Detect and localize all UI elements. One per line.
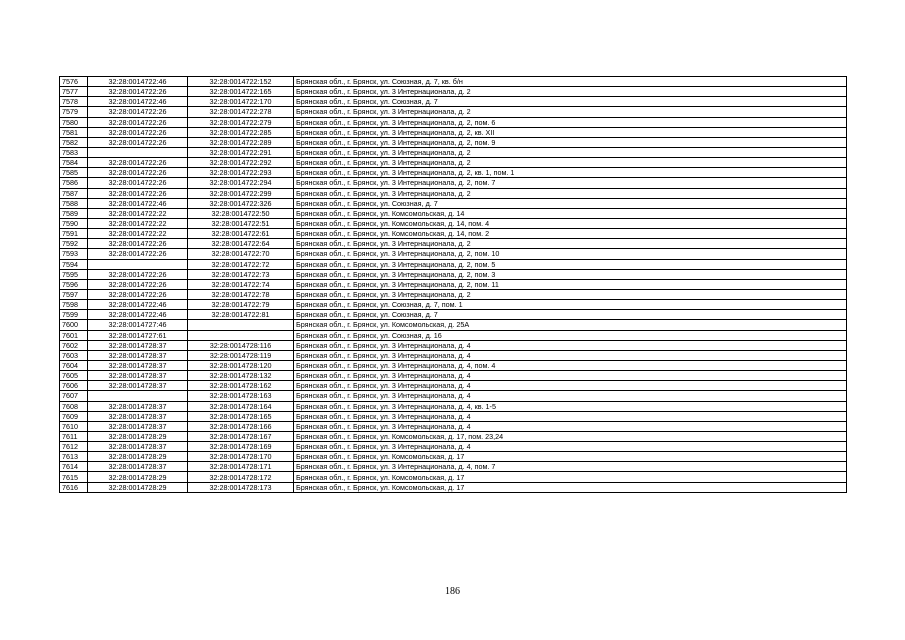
table-row (60, 279, 847, 289)
table-row (60, 371, 847, 381)
row-number-cell: 7588 (60, 198, 88, 208)
parcel-number-cell: 32:28:0014722:26 (88, 269, 188, 279)
parcel-number-cell (88, 391, 188, 401)
row-number-cell: 7601 (60, 330, 88, 340)
table-row (60, 452, 847, 462)
address-cell: Брянская обл., г. Брянск, ул. 3 Интернационала, д. 2, кв. 1, пом. 1 (294, 168, 847, 178)
parcel-number-cell: 32:28:0014728:29 (88, 452, 188, 462)
address-cell: Брянская обл., г. Брянск, ул. 3 Интернационала, д. 2 (294, 239, 847, 249)
address-cell: Брянская обл., г. Брянск, ул. Комсомольская, д. 17 (294, 452, 847, 462)
parcel-number-cell: 32:28:0014728:29 (88, 472, 188, 482)
row-number-cell: 7596 (60, 279, 88, 289)
row-number-cell: 7583 (60, 147, 88, 157)
object-number-cell: 32:28:0014722:50 (188, 208, 294, 218)
table-row (60, 289, 847, 299)
object-number-cell: 32:28:0014728:132 (188, 371, 294, 381)
object-number-cell: 32:28:0014728:163 (188, 391, 294, 401)
object-number-cell (188, 320, 294, 330)
table-row (60, 87, 847, 97)
row-number-cell: 7576 (60, 77, 88, 87)
object-number-cell: 32:28:0014722:285 (188, 127, 294, 137)
object-number-cell: 32:28:0014728:170 (188, 452, 294, 462)
object-number-cell: 32:28:0014722:72 (188, 259, 294, 269)
table-row (60, 127, 847, 137)
row-number-cell: 7598 (60, 300, 88, 310)
object-number-cell: 32:28:0014722:152 (188, 77, 294, 87)
parcel-number-cell: 32:28:0014722:46 (88, 77, 188, 87)
object-number-cell: 32:28:0014728:166 (188, 421, 294, 431)
parcel-number-cell: 32:28:0014722:26 (88, 137, 188, 147)
row-number-cell: 7609 (60, 411, 88, 421)
row-number-cell: 7602 (60, 340, 88, 350)
object-number-cell: 32:28:0014728:164 (188, 401, 294, 411)
table-row (60, 442, 847, 452)
row-number-cell: 7612 (60, 442, 88, 452)
parcel-number-cell: 32:28:0014728:37 (88, 411, 188, 421)
object-number-cell: 32:28:0014722:70 (188, 249, 294, 259)
address-cell: Брянская обл., г. Брянск, ул. 3 Интернационала, д. 2, пом. 5 (294, 259, 847, 269)
row-number-cell: 7595 (60, 269, 88, 279)
table-row (60, 147, 847, 157)
parcel-number-cell: 32:28:0014722:46 (88, 97, 188, 107)
row-number-cell: 7593 (60, 249, 88, 259)
address-cell: Брянская обл., г. Брянск, ул. 3 Интернационала, д. 4 (294, 340, 847, 350)
parcel-number-cell: 32:28:0014728:37 (88, 381, 188, 391)
table-row (60, 391, 847, 401)
row-number-cell: 7603 (60, 350, 88, 360)
address-cell: Брянская обл., г. Брянск, ул. 3 Интернационала, д. 4 (294, 421, 847, 431)
object-number-cell: 32:28:0014728:171 (188, 462, 294, 472)
address-cell: Брянская обл., г. Брянск, ул. 3 Интернационала, д. 2, пом. 9 (294, 137, 847, 147)
object-number-cell: 32:28:0014722:326 (188, 198, 294, 208)
address-cell: Брянская обл., г. Брянск, ул. 3 Интернационала, д. 2, пом. 7 (294, 178, 847, 188)
row-number-cell: 7590 (60, 218, 88, 228)
table-row (60, 188, 847, 198)
object-number-cell: 32:28:0014722:81 (188, 310, 294, 320)
address-cell: Брянская обл., г. Брянск, ул. Комсомольская, д. 17 (294, 482, 847, 492)
parcel-number-cell: 32:28:0014722:22 (88, 229, 188, 239)
table-row (60, 340, 847, 350)
parcel-number-cell: 32:28:0014728:37 (88, 371, 188, 381)
object-number-cell: 32:28:0014722:64 (188, 239, 294, 249)
object-number-cell: 32:28:0014722:294 (188, 178, 294, 188)
address-cell: Брянская обл., г. Брянск, ул. Союзная, д. 7 (294, 310, 847, 320)
object-number-cell: 32:28:0014722:292 (188, 158, 294, 168)
parcel-number-cell: 32:28:0014722:26 (88, 188, 188, 198)
address-cell: Брянская обл., г. Брянск, ул. 3 Интернационала, д. 2, пом. 3 (294, 269, 847, 279)
object-number-cell: 32:28:0014728:165 (188, 411, 294, 421)
address-cell: Брянская обл., г. Брянск, ул. Союзная, д. 16 (294, 330, 847, 340)
parcel-number-cell: 32:28:0014722:26 (88, 117, 188, 127)
address-cell: Брянская обл., г. Брянск, ул. 3 Интернационала, д. 4, пом. 4 (294, 360, 847, 370)
table-row (60, 330, 847, 340)
address-cell: Брянская обл., г. Брянск, ул. 3 Интернационала, д. 2 (294, 87, 847, 97)
object-number-cell: 32:28:0014722:299 (188, 188, 294, 198)
parcel-number-cell: 32:28:0014728:37 (88, 350, 188, 360)
address-cell: Брянская обл., г. Брянск, ул. 3 Интернационала, д. 2, пом. 6 (294, 117, 847, 127)
parcel-number-cell: 32:28:0014722:46 (88, 198, 188, 208)
address-cell: Брянская обл., г. Брянск, ул. Комсомольская, д. 14 (294, 208, 847, 218)
address-cell: Брянская обл., г. Брянск, ул. Комсомольская, д. 14, пом. 4 (294, 218, 847, 228)
object-number-cell: 32:28:0014728:162 (188, 381, 294, 391)
address-cell: Брянская обл., г. Брянск, ул. 3 Интернационала, д. 2, кв. XII (294, 127, 847, 137)
address-cell: Брянская обл., г. Брянск, ул. Комсомольская, д. 14, пом. 2 (294, 229, 847, 239)
table-row (60, 259, 847, 269)
table-row (60, 431, 847, 441)
object-number-cell: 32:28:0014728:119 (188, 350, 294, 360)
parcel-number-cell: 32:28:0014728:37 (88, 360, 188, 370)
row-number-cell: 7614 (60, 462, 88, 472)
parcel-number-cell: 32:28:0014728:29 (88, 431, 188, 441)
object-number-cell: 32:28:0014728:116 (188, 340, 294, 350)
parcel-number-cell: 32:28:0014722:26 (88, 158, 188, 168)
address-cell: Брянская обл., г. Брянск, ул. Союзная, д. 7 (294, 97, 847, 107)
object-number-cell: 32:28:0014728:172 (188, 472, 294, 482)
table-row (60, 239, 847, 249)
parcel-number-cell: 32:28:0014722:26 (88, 279, 188, 289)
object-number-cell: 32:28:0014722:293 (188, 168, 294, 178)
row-number-cell: 7584 (60, 158, 88, 168)
table-row (60, 168, 847, 178)
address-cell: Брянская обл., г. Брянск, ул. 3 Интернационала, д. 4, кв. 1-5 (294, 401, 847, 411)
row-number-cell: 7589 (60, 208, 88, 218)
address-cell: Брянская обл., г. Брянск, ул. 3 Интернационала, д. 2 (294, 158, 847, 168)
row-number-cell: 7581 (60, 127, 88, 137)
object-number-cell: 32:28:0014722:278 (188, 107, 294, 117)
table-row (60, 97, 847, 107)
address-cell: Брянская обл., г. Брянск, ул. Комсомольская, д. 17, пом. 23,24 (294, 431, 847, 441)
parcel-number-cell: 32:28:0014722:22 (88, 218, 188, 228)
row-number-cell: 7594 (60, 259, 88, 269)
object-number-cell (188, 330, 294, 340)
table-row (60, 381, 847, 391)
row-number-cell: 7607 (60, 391, 88, 401)
object-number-cell: 32:28:0014728:169 (188, 442, 294, 452)
row-number-cell: 7605 (60, 371, 88, 381)
table-row (60, 137, 847, 147)
row-number-cell: 7577 (60, 87, 88, 97)
parcel-number-cell: 32:28:0014728:37 (88, 401, 188, 411)
row-number-cell: 7608 (60, 401, 88, 411)
table-row (60, 482, 847, 492)
table-row (60, 117, 847, 127)
row-number-cell: 7585 (60, 168, 88, 178)
object-number-cell: 32:28:0014722:165 (188, 87, 294, 97)
object-number-cell: 32:28:0014722:279 (188, 117, 294, 127)
row-number-cell: 7580 (60, 117, 88, 127)
row-number-cell: 7591 (60, 229, 88, 239)
table-row (60, 350, 847, 360)
row-number-cell: 7600 (60, 320, 88, 330)
parcel-number-cell: 32:28:0014722:26 (88, 289, 188, 299)
parcel-number-cell: 32:28:0014728:37 (88, 442, 188, 452)
address-cell: Брянская обл., г. Брянск, ул. 3 Интернационала, д. 4 (294, 391, 847, 401)
row-number-cell: 7587 (60, 188, 88, 198)
row-number-cell: 7604 (60, 360, 88, 370)
table-row (60, 208, 847, 218)
address-cell: Брянская обл., г. Брянск, ул. 3 Интернационала, д. 2 (294, 107, 847, 117)
table-row (60, 218, 847, 228)
row-number-cell: 7586 (60, 178, 88, 188)
address-cell: Брянская обл., г. Брянск, ул. 3 Интернационала, д. 2, пом. 11 (294, 279, 847, 289)
parcel-number-cell: 32:28:0014722:26 (88, 107, 188, 117)
table-row (60, 178, 847, 188)
object-number-cell: 32:28:0014728:173 (188, 482, 294, 492)
row-number-cell: 7616 (60, 482, 88, 492)
address-cell: Брянская обл., г. Брянск, ул. 3 Интернационала, д. 2 (294, 289, 847, 299)
object-number-cell: 32:28:0014722:74 (188, 279, 294, 289)
object-number-cell: 32:28:0014722:61 (188, 229, 294, 239)
parcel-number-cell: 32:28:0014722:22 (88, 208, 188, 218)
address-cell: Брянская обл., г. Брянск, ул. 3 Интернационала, д. 2 (294, 147, 847, 157)
object-number-cell: 32:28:0014722:289 (188, 137, 294, 147)
cadastral-table (59, 76, 847, 493)
object-number-cell: 32:28:0014728:120 (188, 360, 294, 370)
table-row (60, 198, 847, 208)
parcel-number-cell: 32:28:0014728:37 (88, 421, 188, 431)
address-cell: Брянская обл., г. Брянск, ул. 3 Интернационала, д. 4 (294, 350, 847, 360)
table-row (60, 229, 847, 239)
table-row (60, 421, 847, 431)
table-row (60, 158, 847, 168)
page-number: 186 (445, 586, 460, 597)
address-cell: Брянская обл., г. Брянск, ул. Союзная, д. 7 (294, 198, 847, 208)
table-row (60, 77, 847, 87)
address-cell: Брянская обл., г. Брянск, ул. 3 Интернационала, д. 2, пом. 10 (294, 249, 847, 259)
address-cell: Брянская обл., г. Брянск, ул. Союзная, д. 7, пом. 1 (294, 300, 847, 310)
parcel-number-cell: 32:28:0014722:26 (88, 127, 188, 137)
table-row (60, 320, 847, 330)
parcel-number-cell: 32:28:0014728:29 (88, 482, 188, 492)
parcel-number-cell: 32:28:0014722:26 (88, 178, 188, 188)
row-number-cell: 7606 (60, 381, 88, 391)
address-cell: Брянская обл., г. Брянск, ул. 3 Интернационала, д. 2 (294, 188, 847, 198)
document-table-wrapper (59, 76, 846, 493)
parcel-number-cell: 32:28:0014722:26 (88, 239, 188, 249)
row-number-cell: 7579 (60, 107, 88, 117)
object-number-cell: 32:28:0014728:167 (188, 431, 294, 441)
parcel-number-cell: 32:28:0014728:37 (88, 340, 188, 350)
table-row (60, 310, 847, 320)
object-number-cell: 32:28:0014722:78 (188, 289, 294, 299)
row-number-cell: 7613 (60, 452, 88, 462)
table-row (60, 472, 847, 482)
address-cell: Брянская обл., г. Брянск, ул. 3 Интернационала, д. 4 (294, 371, 847, 381)
row-number-cell: 7592 (60, 239, 88, 249)
row-number-cell: 7597 (60, 289, 88, 299)
object-number-cell: 32:28:0014722:170 (188, 97, 294, 107)
address-cell: Брянская обл., г. Брянск, ул. Комсомольская, д. 25А (294, 320, 847, 330)
row-number-cell: 7611 (60, 431, 88, 441)
object-number-cell: 32:28:0014722:291 (188, 147, 294, 157)
table-row (60, 462, 847, 472)
table-row (60, 249, 847, 259)
parcel-number-cell (88, 147, 188, 157)
table-row (60, 411, 847, 421)
parcel-number-cell: 32:28:0014722:46 (88, 300, 188, 310)
table-row (60, 300, 847, 310)
row-number-cell: 7615 (60, 472, 88, 482)
table-row (60, 401, 847, 411)
object-number-cell: 32:28:0014722:79 (188, 300, 294, 310)
address-cell: Брянская обл., г. Брянск, ул. 3 Интернационала, д. 4 (294, 381, 847, 391)
parcel-number-cell: 32:28:0014728:37 (88, 462, 188, 472)
row-number-cell: 7599 (60, 310, 88, 320)
parcel-number-cell (88, 259, 188, 269)
address-cell: Брянская обл., г. Брянск, ул. 3 Интернационала, д. 4 (294, 411, 847, 421)
parcel-number-cell: 32:28:0014722:46 (88, 310, 188, 320)
row-number-cell: 7578 (60, 97, 88, 107)
table-row (60, 107, 847, 117)
row-number-cell: 7582 (60, 137, 88, 147)
address-cell: Брянская обл., г. Брянск, ул. Союзная, д. 7, кв. б/н (294, 77, 847, 87)
parcel-number-cell: 32:28:0014722:26 (88, 168, 188, 178)
object-number-cell: 32:28:0014722:73 (188, 269, 294, 279)
parcel-number-cell: 32:28:0014722:26 (88, 87, 188, 97)
table-row (60, 269, 847, 279)
object-number-cell: 32:28:0014722:51 (188, 218, 294, 228)
parcel-number-cell: 32:28:0014727:46 (88, 320, 188, 330)
parcel-number-cell: 32:28:0014727:61 (88, 330, 188, 340)
row-number-cell: 7610 (60, 421, 88, 431)
address-cell: Брянская обл., г. Брянск, ул. 3 Интернационала, д. 4, пом. 7 (294, 462, 847, 472)
table-body (60, 77, 847, 493)
address-cell: Брянская обл., г. Брянск, ул. Комсомольская, д. 17 (294, 472, 847, 482)
parcel-number-cell: 32:28:0014722:26 (88, 249, 188, 259)
table-row (60, 360, 847, 370)
address-cell: Брянская обл., г. Брянск, ул. 3 Интернационала, д. 4 (294, 442, 847, 452)
